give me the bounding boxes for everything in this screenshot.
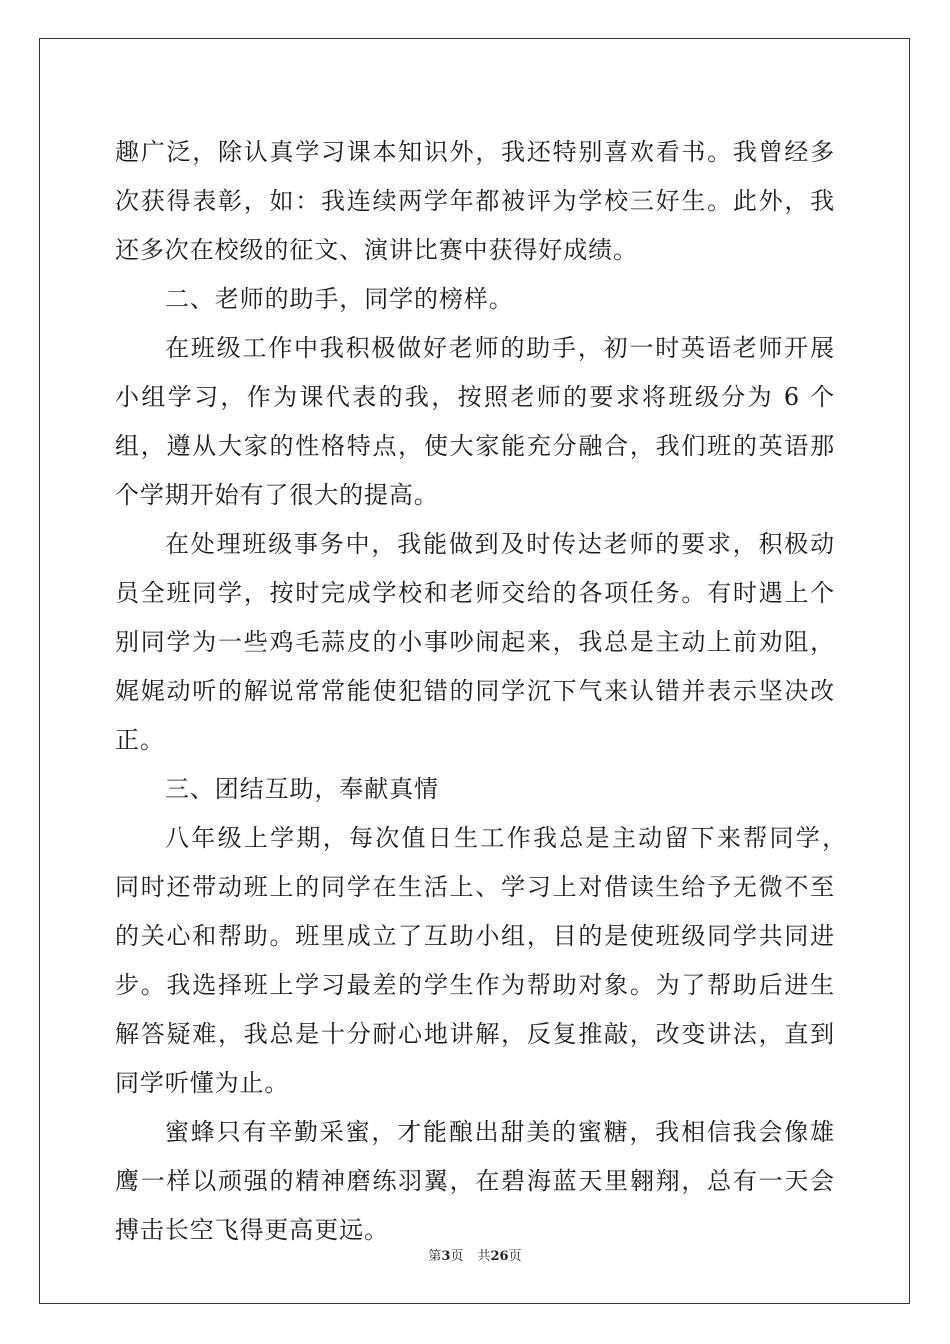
total-pages: 26 (490, 1249, 509, 1264)
total-suffix: 页 (508, 1249, 522, 1264)
paragraph: 趣广泛，除认真学习课本知识外，我还特别喜欢看书。我曾经多次获得表彰，如：我连续两学年都被评为学校三好生。此外，我还多次在校级的征文、演讲比赛中获得好成绩。 (115, 138, 835, 264)
total-prefix: 共 (477, 1249, 491, 1264)
page-number: 3 (441, 1249, 451, 1264)
paragraph: 在处理班级事务中，我能做到及时传达老师的要求，积极动员全班同学，按时完成学校和老师交给的各项任务。有时遇上个别同学为一些鸡毛蒜皮的小事吵闹起来，我总是主动上前劝阻，娓娓动听的解说常常能使犯错的同学沉下气来认错并表示坚决改正。 (115, 530, 835, 754)
page-suffix: 页 (450, 1249, 464, 1264)
paragraph: 八年级上学期，每次值日生工作我总是主动留下来帮同学， 同时还带动班上的同学在生活上、学习上对借读生给予无微不至的关心和帮助。班里成立了互助小组，目的是使班级同学共同进步。我选择班上学习最差的学生作为帮助对象。为了帮助后进生解答疑难，我总是十分耐心地讲解，反复推敲，改变讲法，直到同学听懂为止。 (115, 824, 860, 1097)
document-body (115, 128, 860, 1255)
page-footer (0, 1245, 950, 1264)
page-prefix: 第 (428, 1249, 442, 1264)
section-heading: 三、团结互助，奉献真情 (165, 775, 439, 803)
section-heading: 二、老师的助手，同学的榜样。 (165, 285, 514, 313)
paragraph: 蜜蜂只有辛勤采蜜，才能酿出甜美的蜜糖，我相信我会像雄鹰一样以顽强的精神磨练羽翼，在碧海蓝天里翱翔，总有一天会搏击长空飞得更高更远。 (115, 1118, 835, 1244)
paragraph: 在班级工作中我积极做好老师的助手，初一时英语老师开展小组学习，作为课代表的我，按照老师的要求将班级分为 6 个组，遵从大家的性格特点，使大家能充分融合，我们班的英语那个学期开始有了很大的提高。 (115, 334, 835, 509)
